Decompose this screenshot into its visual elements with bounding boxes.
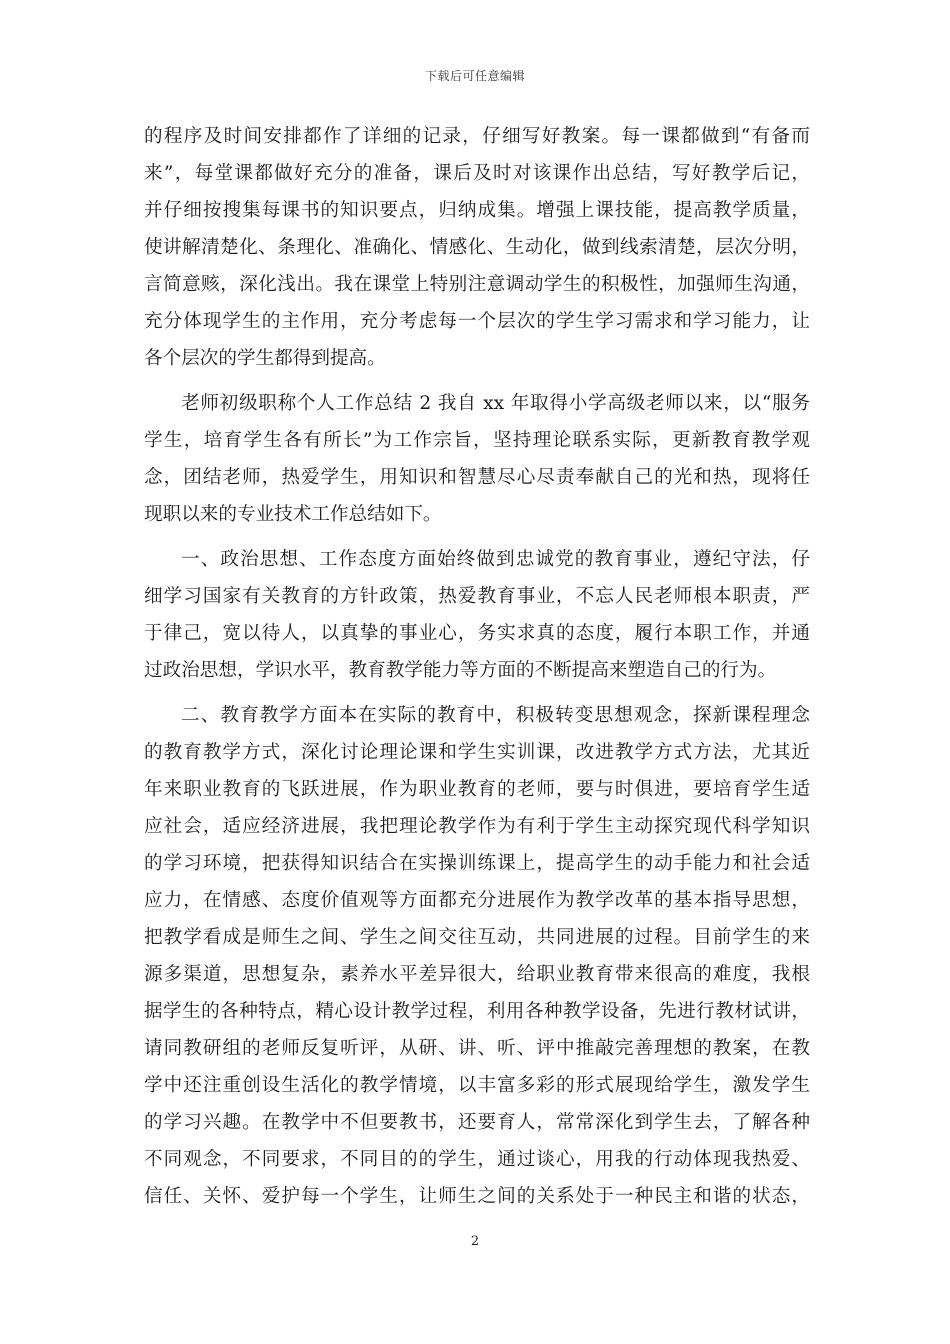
text-line: 言简意赅，深化浅出。我在课堂上特别注意调动学生的积极性，加强师生沟通，	[144, 274, 810, 295]
text-line: 学生，培育学生各有所长”为工作宗旨，坚持理论联系实际，更新教育教学观	[144, 430, 810, 451]
text-line: 源多渠道，思想复杂，素养水平差异很大，给职业教育带来很高的难度，我根	[144, 964, 810, 985]
text-line: 念，团结老师，热爱学生，用知识和智慧尽心尽责奉献自己的光和热，现将任	[144, 467, 810, 488]
text-line: 并仔细按搜集每课书的知识要点，归纳成集。增强上课技能，提高教学质量，	[144, 200, 810, 221]
page-header: 下载后可任意编辑	[424, 69, 525, 83]
text-line: 学中还注重创设生活化的教学情境，以丰富多彩的形式展现给学生，激发学生	[144, 1075, 810, 1096]
paragraph-2	[144, 389, 810, 537]
text-line: 充分体现学生的主作用，充分考虑每一个层次的学生学习需求和学习能力，让	[144, 311, 810, 332]
text-line: 的程序及时间安排都作了详细的记录，仔细写好教案。每一课都做到“有备而	[144, 126, 810, 147]
text-line: 不同观念，不同要求，不同目的的学生，通过谈心，用我的行动体现我热爱、	[144, 1149, 810, 1170]
text-line: 应社会，适应经济进展，我把理论教学作为有利于学生主动探究现代科学知识	[144, 816, 810, 837]
text-line: 使讲解清楚化、条理化、准确化、情感化、生动化，做到线索清楚，层次分明，	[144, 237, 810, 258]
text-line: 现职以来的专业技术工作总结如下。	[144, 504, 442, 525]
paragraph-3	[144, 545, 810, 693]
text-line: 据学生的各种特点，精心设计教学过程，利用各种教学设备，先进行教材试讲，	[144, 1001, 810, 1022]
text-line: 二、教育教学方面本在实际的教育中，积极转变思想观念，探新课程理念	[181, 705, 810, 726]
text-line: 请同教研组的老师反复听评，从研、讲、听、评中推敲完善理想的教案，在教	[144, 1038, 810, 1059]
paragraph-1	[144, 122, 810, 381]
page-number: 2	[470, 1234, 480, 1249]
text-line: 应力，在情感、态度价值观等方面都充分进展作为教学改革的基本指导思想，	[144, 890, 810, 911]
paragraph-4	[144, 701, 810, 1219]
text-line: 来”，每堂课都做好充分的准备，课后及时对该课作出总结，写好教学后记，	[144, 163, 810, 184]
text-line: 细学习国家有关教育的方针政策，热爱教育事业，不忘人民老师根本职责，严	[144, 586, 810, 607]
text-line: 的教育教学方式，深化讨论理论课和学生实训课，改进教学方式方法，尤其近	[144, 742, 810, 763]
text-line: 各个层次的学生都得到提高。	[144, 348, 386, 369]
text-line: 的学习兴趣。在教学中不但要教书，还要育人，常常深化到学生去，了解各种	[144, 1112, 810, 1133]
text-line: 于律己，宽以待人，以真挚的事业心，务实求真的态度，履行本职工作，并通	[144, 623, 810, 644]
text-line: 一、政治思想、工作态度方面始终做到忠诚党的教育事业，遵纪守法，仔	[181, 549, 810, 570]
text-line: 老师初级职称个人工作总结 2 我自 xx 年取得小学高级老师以来，以“服务	[181, 393, 810, 414]
text-line: 把教学看成是师生之间、学生之间交往互动，共同进展的过程。目前学生的来	[144, 927, 810, 948]
text-line: 年来职业教育的飞跃进展，作为职业教育的老师，要与时俱进，要培育学生适	[144, 779, 810, 800]
text-line: 的学习环境，把获得知识结合在实操训练课上，提高学生的动手能力和社会适	[144, 853, 810, 874]
text-line: 信任、关怀、爱护每一个学生，让师生之间的关系处于一种民主和谐的状态，	[144, 1186, 810, 1207]
text-line: 过政治思想，学识水平，教育教学能力等方面的不断提高来塑造自己的行为。	[144, 660, 777, 681]
document-body	[144, 122, 810, 1219]
